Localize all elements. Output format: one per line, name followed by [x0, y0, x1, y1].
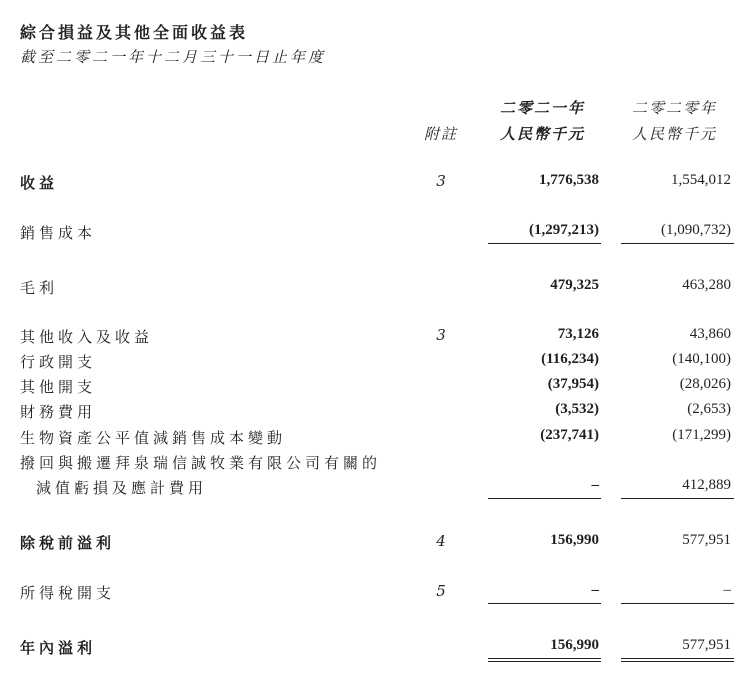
- row-profit-before-tax-label: 除稅前溢利: [20, 534, 116, 552]
- row-admin-expenses-label: 行政開支: [20, 353, 97, 371]
- row-biological-assets-prior: (171,299): [672, 427, 731, 443]
- header-prior-unit: 人民幣千元: [632, 125, 718, 143]
- row-cost-of-sales-label: 銷售成本: [20, 224, 97, 242]
- total-double-rule-current: [488, 658, 601, 659]
- row-finance-costs-label: 財務費用: [20, 403, 97, 421]
- row-other-expenses-current: (37,954): [547, 376, 599, 392]
- row-gross-profit-label: 毛利: [20, 279, 59, 297]
- subtotal-rule-current: [488, 243, 601, 244]
- row-profit-before-tax-current: 156,990: [550, 532, 599, 548]
- row-impairment-reversal-current: –: [591, 477, 599, 493]
- row-other-income-prior: 43,860: [689, 326, 731, 342]
- header-prior-year: 二零二零年: [632, 99, 718, 117]
- total-double-rule-prior: [621, 658, 734, 659]
- header-current-unit: 人民幣千元: [500, 125, 586, 143]
- row-income-tax-note: 5: [436, 582, 446, 600]
- row-other-expenses-label: 其他開支: [20, 378, 97, 396]
- statement-title: 綜合損益及其他全面收益表: [20, 23, 249, 42]
- row-revenue-prior: 1,554,012: [671, 172, 731, 188]
- row-other-income-label: 其他收入及收益: [20, 328, 154, 346]
- row-profit-for-year-current: 156,990: [550, 637, 599, 653]
- row-biological-assets-label: 生物資產公平值減銷售成本變動: [20, 429, 287, 447]
- row-other-expenses-prior: (28,026): [679, 376, 731, 392]
- row-income-tax-label: 所得稅開支: [20, 584, 116, 602]
- row-finance-costs-prior: (2,653): [687, 401, 731, 417]
- row-income-tax-current: –: [591, 582, 599, 598]
- row-admin-expenses-current: (116,234): [541, 351, 599, 367]
- statement-subtitle: 截至二零二一年十二月三十一日止年度: [20, 48, 327, 66]
- subtotal-rule-prior: [621, 243, 734, 244]
- row-income-tax-prior: –: [723, 582, 731, 598]
- subtotal-rule-prior: [621, 603, 734, 604]
- row-cost-of-sales-current: (1,297,213): [529, 222, 599, 238]
- row-impairment-reversal-label-line2: 減值虧損及應計費用: [36, 479, 208, 497]
- row-other-income-current: 73,126: [557, 326, 599, 342]
- row-profit-before-tax-note: 4: [436, 532, 446, 550]
- row-revenue-current: 1,776,538: [539, 172, 599, 188]
- total-double-rule-current: [488, 661, 601, 662]
- row-other-income-note: 3: [436, 326, 446, 344]
- row-revenue-note: 3: [436, 172, 446, 190]
- subtotal-rule-current: [488, 498, 601, 499]
- row-impairment-reversal-label: 撥回與搬遷拜泉瑞信誠牧業有限公司有關的: [20, 454, 382, 472]
- header-current-year: 二零二一年: [500, 99, 586, 117]
- row-gross-profit-prior: 463,280: [682, 277, 731, 293]
- row-biological-assets-current: (237,741): [540, 427, 599, 443]
- row-impairment-reversal-prior: 412,889: [682, 477, 731, 493]
- row-revenue-label: 收益: [20, 174, 59, 192]
- subtotal-rule-prior: [621, 498, 734, 499]
- total-double-rule-prior: [621, 661, 734, 662]
- subtotal-rule-current: [488, 603, 601, 604]
- row-profit-for-year-prior: 577,951: [682, 637, 731, 653]
- row-profit-before-tax-prior: 577,951: [682, 532, 731, 548]
- row-cost-of-sales-prior: (1,090,732): [661, 222, 731, 238]
- row-profit-for-year-label: 年內溢利: [20, 639, 97, 657]
- row-gross-profit-current: 479,325: [550, 277, 599, 293]
- header-note: 附註: [424, 125, 459, 143]
- row-admin-expenses-prior: (140,100): [672, 351, 731, 367]
- row-finance-costs-current: (3,532): [555, 401, 599, 417]
